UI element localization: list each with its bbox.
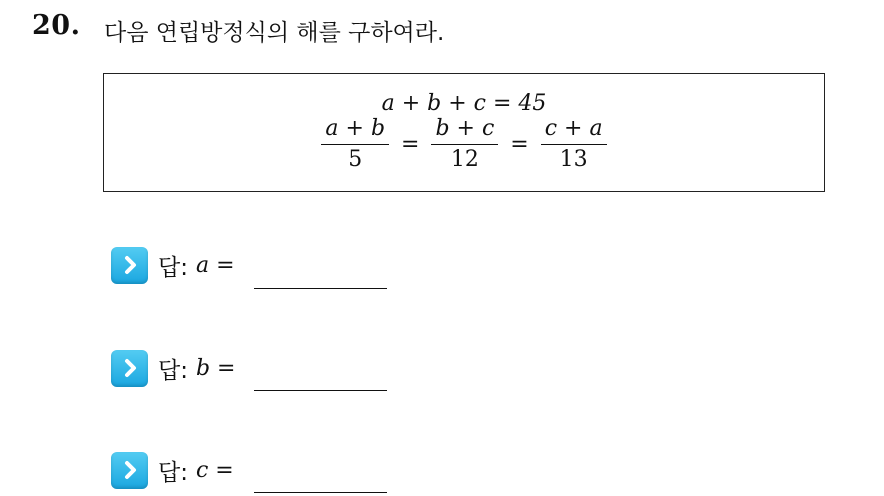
answer-label: 답:	[158, 254, 188, 281]
fraction-1	[321, 116, 389, 173]
fraction-3-denominator: 13	[559, 147, 588, 172]
equation-ratio	[104, 116, 824, 173]
equation-box	[103, 73, 825, 192]
answer-blank-b[interactable]	[254, 390, 387, 391]
question-text: 다음 연립방정식의 해를 구하여라.	[104, 20, 445, 46]
answer-row-c	[111, 450, 234, 490]
chevron-right-icon	[111, 350, 148, 387]
chevron-right-icon	[111, 247, 148, 284]
fraction-2	[431, 116, 498, 173]
equation-sum: a + b + c = 45	[381, 91, 547, 116]
chevron-right-icon	[111, 452, 148, 489]
answer-blank-c[interactable]	[254, 492, 387, 493]
answer-row-a	[111, 245, 235, 285]
fraction-3	[541, 116, 607, 173]
answer-variable-a: a =	[195, 252, 235, 278]
fraction-2-numerator: b + c	[431, 116, 498, 145]
fraction-3-numerator: c + a	[541, 116, 607, 145]
answer-blank-a[interactable]	[254, 288, 387, 289]
equals-sign-1: =	[401, 132, 420, 157]
answer-row-b	[111, 348, 235, 388]
equals-sign-2: =	[510, 132, 529, 157]
answer-label: 답:	[158, 459, 188, 486]
question-number: 20.	[32, 10, 81, 41]
fraction-1-denominator: 5	[348, 147, 363, 172]
answer-variable-c: c =	[195, 457, 234, 483]
fraction-1-numerator: a + b	[321, 116, 389, 145]
answer-label: 답:	[158, 357, 188, 384]
fraction-2-denominator: 12	[450, 147, 479, 172]
answer-variable-b: b =	[195, 355, 236, 381]
